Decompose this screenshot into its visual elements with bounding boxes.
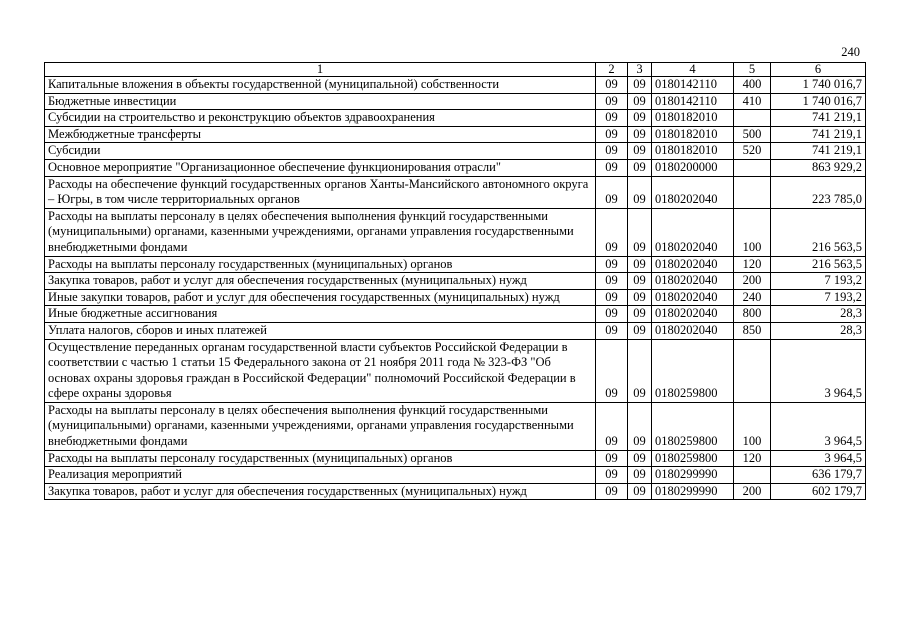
expense-type-cell (734, 110, 771, 127)
section-cell: 09 (596, 289, 628, 306)
amount-cell: 602 179,7 (771, 483, 866, 500)
subsection-cell: 09 (628, 450, 652, 467)
subsection-cell: 09 (628, 273, 652, 290)
header-col-6: 6 (771, 63, 866, 77)
table-row (45, 176, 866, 208)
target-article-cell: 0180259800 (652, 339, 734, 402)
name-cell: Бюджетные инвестиции (45, 93, 596, 110)
amount-cell: 1 740 016,7 (771, 93, 866, 110)
target-article-cell: 0180299990 (652, 483, 734, 500)
target-article-cell: 0180259800 (652, 450, 734, 467)
target-article-cell: 0180200000 (652, 159, 734, 176)
name-cell: Капитальные вложения в объекты государственной (муниципальной) собственности (45, 77, 596, 94)
expense-type-cell (734, 176, 771, 208)
table-row (45, 273, 866, 290)
section-cell: 09 (596, 159, 628, 176)
table-row (45, 143, 866, 160)
name-cell: Расходы на обеспечение функций государственных органов Ханты-Мансийского автономного округа – Югры, в том числе территориальных органов (45, 176, 596, 208)
table-row (45, 402, 866, 450)
expense-type-cell: 100 (734, 208, 771, 256)
table-body (45, 77, 866, 500)
name-cell: Иные закупки товаров, работ и услуг для обеспечения государственных (муниципальных) нужд (45, 289, 596, 306)
target-article-cell: 0180142110 (652, 93, 734, 110)
subsection-cell: 09 (628, 176, 652, 208)
target-article-cell: 0180202040 (652, 208, 734, 256)
section-cell: 09 (596, 77, 628, 94)
subsection-cell: 09 (628, 483, 652, 500)
section-cell: 09 (596, 176, 628, 208)
amount-cell: 28,3 (771, 306, 866, 323)
subsection-cell: 09 (628, 93, 652, 110)
name-cell: Реализация мероприятий (45, 467, 596, 484)
header-col-4: 4 (652, 63, 734, 77)
expense-type-cell (734, 467, 771, 484)
target-article-cell: 0180142110 (652, 77, 734, 94)
name-cell: Осуществление переданных органам государственной власти субъектов Российской Федерации в соответствии с частью 1 статьи 15 Федерального закона от 21 ноября 2011 года № 323-ФЗ "Об основах охраны здоровья граждан в Российской Федерации" полномочий Российской Федерации в сфере охраны здоровья (45, 339, 596, 402)
expense-type-cell: 200 (734, 483, 771, 500)
name-cell: Субсидии (45, 143, 596, 160)
target-article-cell: 0180202040 (652, 176, 734, 208)
expense-type-cell: 850 (734, 322, 771, 339)
amount-cell: 3 964,5 (771, 339, 866, 402)
subsection-cell: 09 (628, 77, 652, 94)
table-row (45, 322, 866, 339)
name-cell: Расходы на выплаты персоналу государственных (муниципальных) органов (45, 256, 596, 273)
header-col-1: 1 (45, 63, 596, 77)
expense-type-cell: 240 (734, 289, 771, 306)
section-cell: 09 (596, 402, 628, 450)
expense-type-cell (734, 339, 771, 402)
table-row (45, 159, 866, 176)
subsection-cell: 09 (628, 110, 652, 127)
section-cell: 09 (596, 322, 628, 339)
amount-cell: 216 563,5 (771, 208, 866, 256)
section-cell: 09 (596, 126, 628, 143)
subsection-cell: 09 (628, 322, 652, 339)
table-header (45, 63, 866, 77)
amount-cell: 741 219,1 (771, 143, 866, 160)
section-cell: 09 (596, 483, 628, 500)
expense-type-cell: 500 (734, 126, 771, 143)
subsection-cell: 09 (628, 339, 652, 402)
amount-cell: 3 964,5 (771, 402, 866, 450)
name-cell: Расходы на выплаты персоналу в целях обеспечения выполнения функций государственными (муниципальными) органами, казенными учреждениями, органами управления государственными внебюджетными фондами (45, 402, 596, 450)
table-row (45, 289, 866, 306)
amount-cell: 7 193,2 (771, 273, 866, 290)
section-cell: 09 (596, 339, 628, 402)
expense-type-cell: 120 (734, 256, 771, 273)
expense-type-cell: 520 (734, 143, 771, 160)
header-row (45, 63, 866, 77)
amount-cell: 741 219,1 (771, 126, 866, 143)
subsection-cell: 09 (628, 306, 652, 323)
subsection-cell: 09 (628, 467, 652, 484)
name-cell: Иные бюджетные ассигнования (45, 306, 596, 323)
target-article-cell: 0180202040 (652, 289, 734, 306)
expense-type-cell: 800 (734, 306, 771, 323)
budget-table (44, 62, 866, 500)
table-row (45, 126, 866, 143)
name-cell: Субсидии на строительство и реконструкцию объектов здравоохранения (45, 110, 596, 127)
section-cell: 09 (596, 256, 628, 273)
section-cell: 09 (596, 208, 628, 256)
table-row (45, 306, 866, 323)
table-row (45, 450, 866, 467)
header-col-2: 2 (596, 63, 628, 77)
table-row (45, 208, 866, 256)
section-cell: 09 (596, 143, 628, 160)
name-cell: Основное мероприятие "Организационное обеспечение функционирования отрасли" (45, 159, 596, 176)
target-article-cell: 0180202040 (652, 273, 734, 290)
subsection-cell: 09 (628, 208, 652, 256)
table-row (45, 93, 866, 110)
header-col-5: 5 (734, 63, 771, 77)
subsection-cell: 09 (628, 126, 652, 143)
amount-cell: 223 785,0 (771, 176, 866, 208)
name-cell: Уплата налогов, сборов и иных платежей (45, 322, 596, 339)
amount-cell: 216 563,5 (771, 256, 866, 273)
name-cell: Расходы на выплаты персоналу государственных (муниципальных) органов (45, 450, 596, 467)
amount-cell: 28,3 (771, 322, 866, 339)
subsection-cell: 09 (628, 159, 652, 176)
table-row (45, 77, 866, 94)
target-article-cell: 0180259800 (652, 402, 734, 450)
table-row (45, 339, 866, 402)
page-number: 240 (841, 45, 860, 59)
expense-type-cell: 400 (734, 77, 771, 94)
expense-type-cell (734, 159, 771, 176)
section-cell: 09 (596, 93, 628, 110)
section-cell: 09 (596, 467, 628, 484)
name-cell: Закупка товаров, работ и услуг для обеспечения государственных (муниципальных) нужд (45, 483, 596, 500)
table-row (45, 483, 866, 500)
section-cell: 09 (596, 450, 628, 467)
name-cell: Закупка товаров, работ и услуг для обеспечения государственных (муниципальных) нужд (45, 273, 596, 290)
target-article-cell: 0180202040 (652, 322, 734, 339)
expense-type-cell: 200 (734, 273, 771, 290)
name-cell: Межбюджетные трансферты (45, 126, 596, 143)
target-article-cell: 0180202040 (652, 256, 734, 273)
section-cell: 09 (596, 273, 628, 290)
amount-cell: 741 219,1 (771, 110, 866, 127)
amount-cell: 3 964,5 (771, 450, 866, 467)
amount-cell: 863 929,2 (771, 159, 866, 176)
header-col-3: 3 (628, 63, 652, 77)
table-row (45, 256, 866, 273)
table-row (45, 110, 866, 127)
target-article-cell: 0180299990 (652, 467, 734, 484)
amount-cell: 7 193,2 (771, 289, 866, 306)
amount-cell: 1 740 016,7 (771, 77, 866, 94)
subsection-cell: 09 (628, 402, 652, 450)
subsection-cell: 09 (628, 143, 652, 160)
subsection-cell: 09 (628, 256, 652, 273)
section-cell: 09 (596, 306, 628, 323)
name-cell: Расходы на выплаты персоналу в целях обеспечения выполнения функций государственными (муниципальными) органами, казенными учреждениями, органами управления государственными внебюджетными фондами (45, 208, 596, 256)
expense-type-cell: 120 (734, 450, 771, 467)
expense-type-cell: 100 (734, 402, 771, 450)
expense-type-cell: 410 (734, 93, 771, 110)
section-cell: 09 (596, 110, 628, 127)
target-article-cell: 0180182010 (652, 143, 734, 160)
target-article-cell: 0180182010 (652, 126, 734, 143)
target-article-cell: 0180202040 (652, 306, 734, 323)
amount-cell: 636 179,7 (771, 467, 866, 484)
target-article-cell: 0180182010 (652, 110, 734, 127)
subsection-cell: 09 (628, 289, 652, 306)
table-row (45, 467, 866, 484)
